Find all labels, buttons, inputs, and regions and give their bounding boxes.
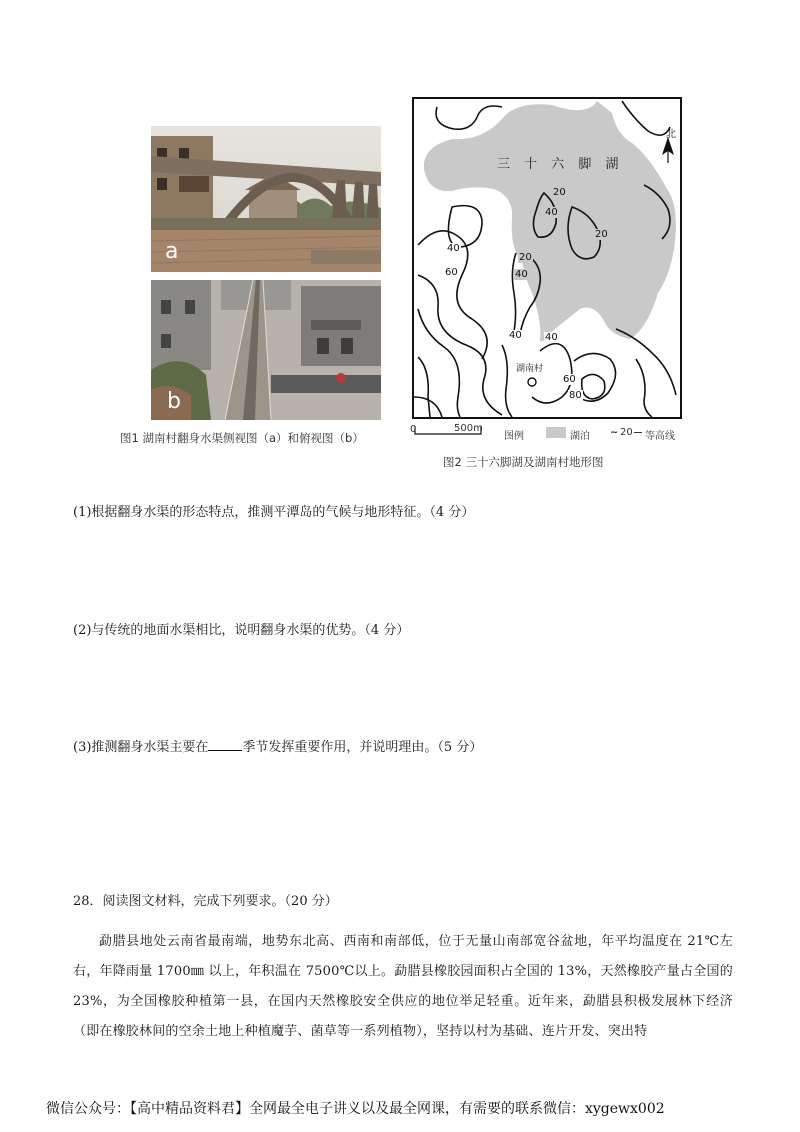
topographic-map <box>412 97 682 419</box>
scale-label: 500m <box>454 423 483 434</box>
photo-aqueduct-side-view <box>151 126 381 272</box>
contour-label: 40 <box>509 330 522 341</box>
question-28-passage: 勐腊县地处云南省最南端，地势东北高、西南和南部低，位于无量山南部宽谷盆地，年平均温度在 21℃左右，年降雨量 1700㎜ 以上，年积温在 7500℃以上。勐腊县橡胶园面积占全国的 13%，天然橡胶产量占全国的 23%，为全国橡胶种植第一县，在国内天然橡胶安全供应的地位举足轻重。近年来，勐腊县积极发展林下经济（即在橡胶林间的空余土地上种植魔芋、菌草等一系列植物），坚持以村为基础、连片开发、突出特 <box>73 934 733 1039</box>
question-1: (1)根据翻身水渠的形态特点，推测平潭岛的气候与地形特征。（4 分） <box>73 505 475 520</box>
contour-label: 40 <box>545 207 558 218</box>
legend-dash <box>634 432 642 433</box>
contour-symbol: ~ <box>610 427 619 438</box>
contour-label: 20 <box>519 252 532 263</box>
question-3-after: 季节发挥重要作用，并说明理由。（5 分） <box>242 740 483 755</box>
contour-label: 40 <box>515 269 528 280</box>
legend-title: 图例 <box>504 431 524 442</box>
contour-label: 20 <box>595 229 608 240</box>
north-label: 北 <box>666 129 676 140</box>
answer-blank <box>208 738 242 751</box>
contour-label: 20 <box>553 187 566 198</box>
figure1-caption: 图1 湖南村翻身水渠侧视图（a）和俯视图（b） <box>120 431 364 445</box>
map-legend <box>412 425 702 445</box>
question-28-title: 28．阅读图文材料，完成下列要求。（20 分） <box>73 894 338 909</box>
question-3-before: (3)推测翻身水渠主要在 <box>73 740 209 755</box>
photo-a-label: a <box>165 239 179 264</box>
footer-notice: 微信公众号：【高中精品资料君】全网最全电子讲义以及最全网课，有需要的联系微信：xygewx002 <box>46 1101 665 1117</box>
lake-name-label: 三 十 六 脚 湖 <box>497 157 624 172</box>
legend-lake-label: 湖泊 <box>570 431 590 442</box>
lake-swatch <box>546 427 566 438</box>
figure2-caption: 图2 三十六脚湖及湖南村地形图 <box>443 455 604 469</box>
contour-label: 80 <box>569 390 582 401</box>
photo-aqueduct-top-view <box>151 280 381 420</box>
contour-label: 60 <box>563 374 576 385</box>
legend-contour-label: 等高线 <box>645 431 675 442</box>
question-2: (2)与传统的地面水渠相比，说明翻身水渠的优势。（4 分） <box>73 623 410 638</box>
question-3 <box>73 736 482 755</box>
scale-zero: 0 <box>410 424 417 435</box>
photo-b-label: b <box>167 389 181 414</box>
village-label: 湖南村 <box>516 364 544 374</box>
contour-label: 40 <box>447 243 460 254</box>
contour-label: 60 <box>445 267 458 278</box>
legend-contour-value: 20 <box>620 427 633 438</box>
contour-label: 40 <box>545 332 558 343</box>
